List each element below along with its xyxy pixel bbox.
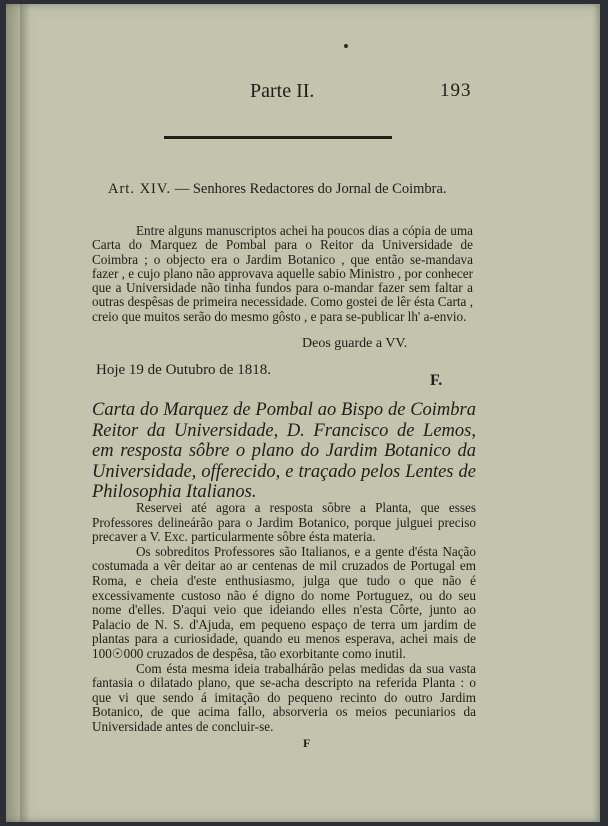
page-number: 193 [440, 80, 472, 101]
article-heading [108, 181, 447, 198]
body-paragraph: Com ésta mesma ideia trabalhárão pelas medidas da sua vasta fantasia o dilatado plano, que se-acha descripto na referida Planta : o que vi que sendo á imitação do pequeno recinto do outro Jardim Botanico, de que acima fallo, absorveria os meios pecuniarios da Universidade antes de concluir-se. [92, 660, 476, 734]
body-paragraph: Os sobreditos Professores são Italianos, e a gente d'ésta Nação costumada a vêr deitar ao ar centenas de mil cruzados de Portugal em Roma, e cheia d'este enthusiasmo, julga que tudo o que não é excessivamente custoso não é digno do nome Portuguez, ou do seu nome d'elles. D'aqui veio que ideiando elles n'esta Côrte, junto ao Palacio de N. S. d'Ajuda, em pequeno espaço de terra um jardim de plantas para a curiosidade, quando eu menos esperava, achei mais de 100☉000 cruzados de despêsa, tão exorbitante como inutil. [92, 543, 476, 661]
author-initial: F. [430, 372, 443, 389]
running-header [6, 80, 600, 104]
body-paragraph: Reservei até agora a resposta sôbre a Planta, que esses Professores delineárão para o Jardim Botanico, porque julguei preciso precaver a V. Exc. particularmente sôbre ésta materia. [92, 500, 476, 545]
letter-body [92, 501, 476, 735]
part-title: Parte II. [250, 80, 315, 102]
signature-mark: F [303, 736, 311, 750]
article-dash: — [171, 181, 193, 197]
date-line: Hoje 19 de Outubro de 1818. [96, 362, 271, 378]
ink-dot [344, 44, 348, 48]
letter-title: Carta do Marquez de Pombal ao Bispo de Coimbra Reitor da Universidade, D. Francisco de Lemos, em resposta sôbre o plano do Jardim Botanico da Universidade, offerecido, e traçado pelos Lentes de Philosophia Italianos. [92, 400, 476, 502]
page-binding-shadow [20, 4, 30, 822]
article-title: Senhores Redactores do Jornal de Coimbra. [192, 181, 447, 197]
intro-paragraph: Entre alguns manuscriptos achei ha poucos dias a cópia de uma Carta do Marquez de Pombal para o Reitor da Universidade de Coimbra ; o objecto era o Jardim Botanico , que então se-mandava fazer , e cujo plano não approvava aquelle sabio Ministro , por conhecer que a Universidade não tinha fundos para o-mandar fazer sem faltar a outras despêsas de primeira necessidade. Como gostei de lêr ésta Carta , creio que muitos serão do mesmo gôsto , e para se-publicar lh' a-envio. [92, 223, 473, 324]
book-page [6, 4, 600, 822]
article-label: Art. XIV. [108, 181, 172, 197]
header-rule [164, 136, 392, 139]
signoff: Deos guarde a VV. [302, 336, 408, 351]
